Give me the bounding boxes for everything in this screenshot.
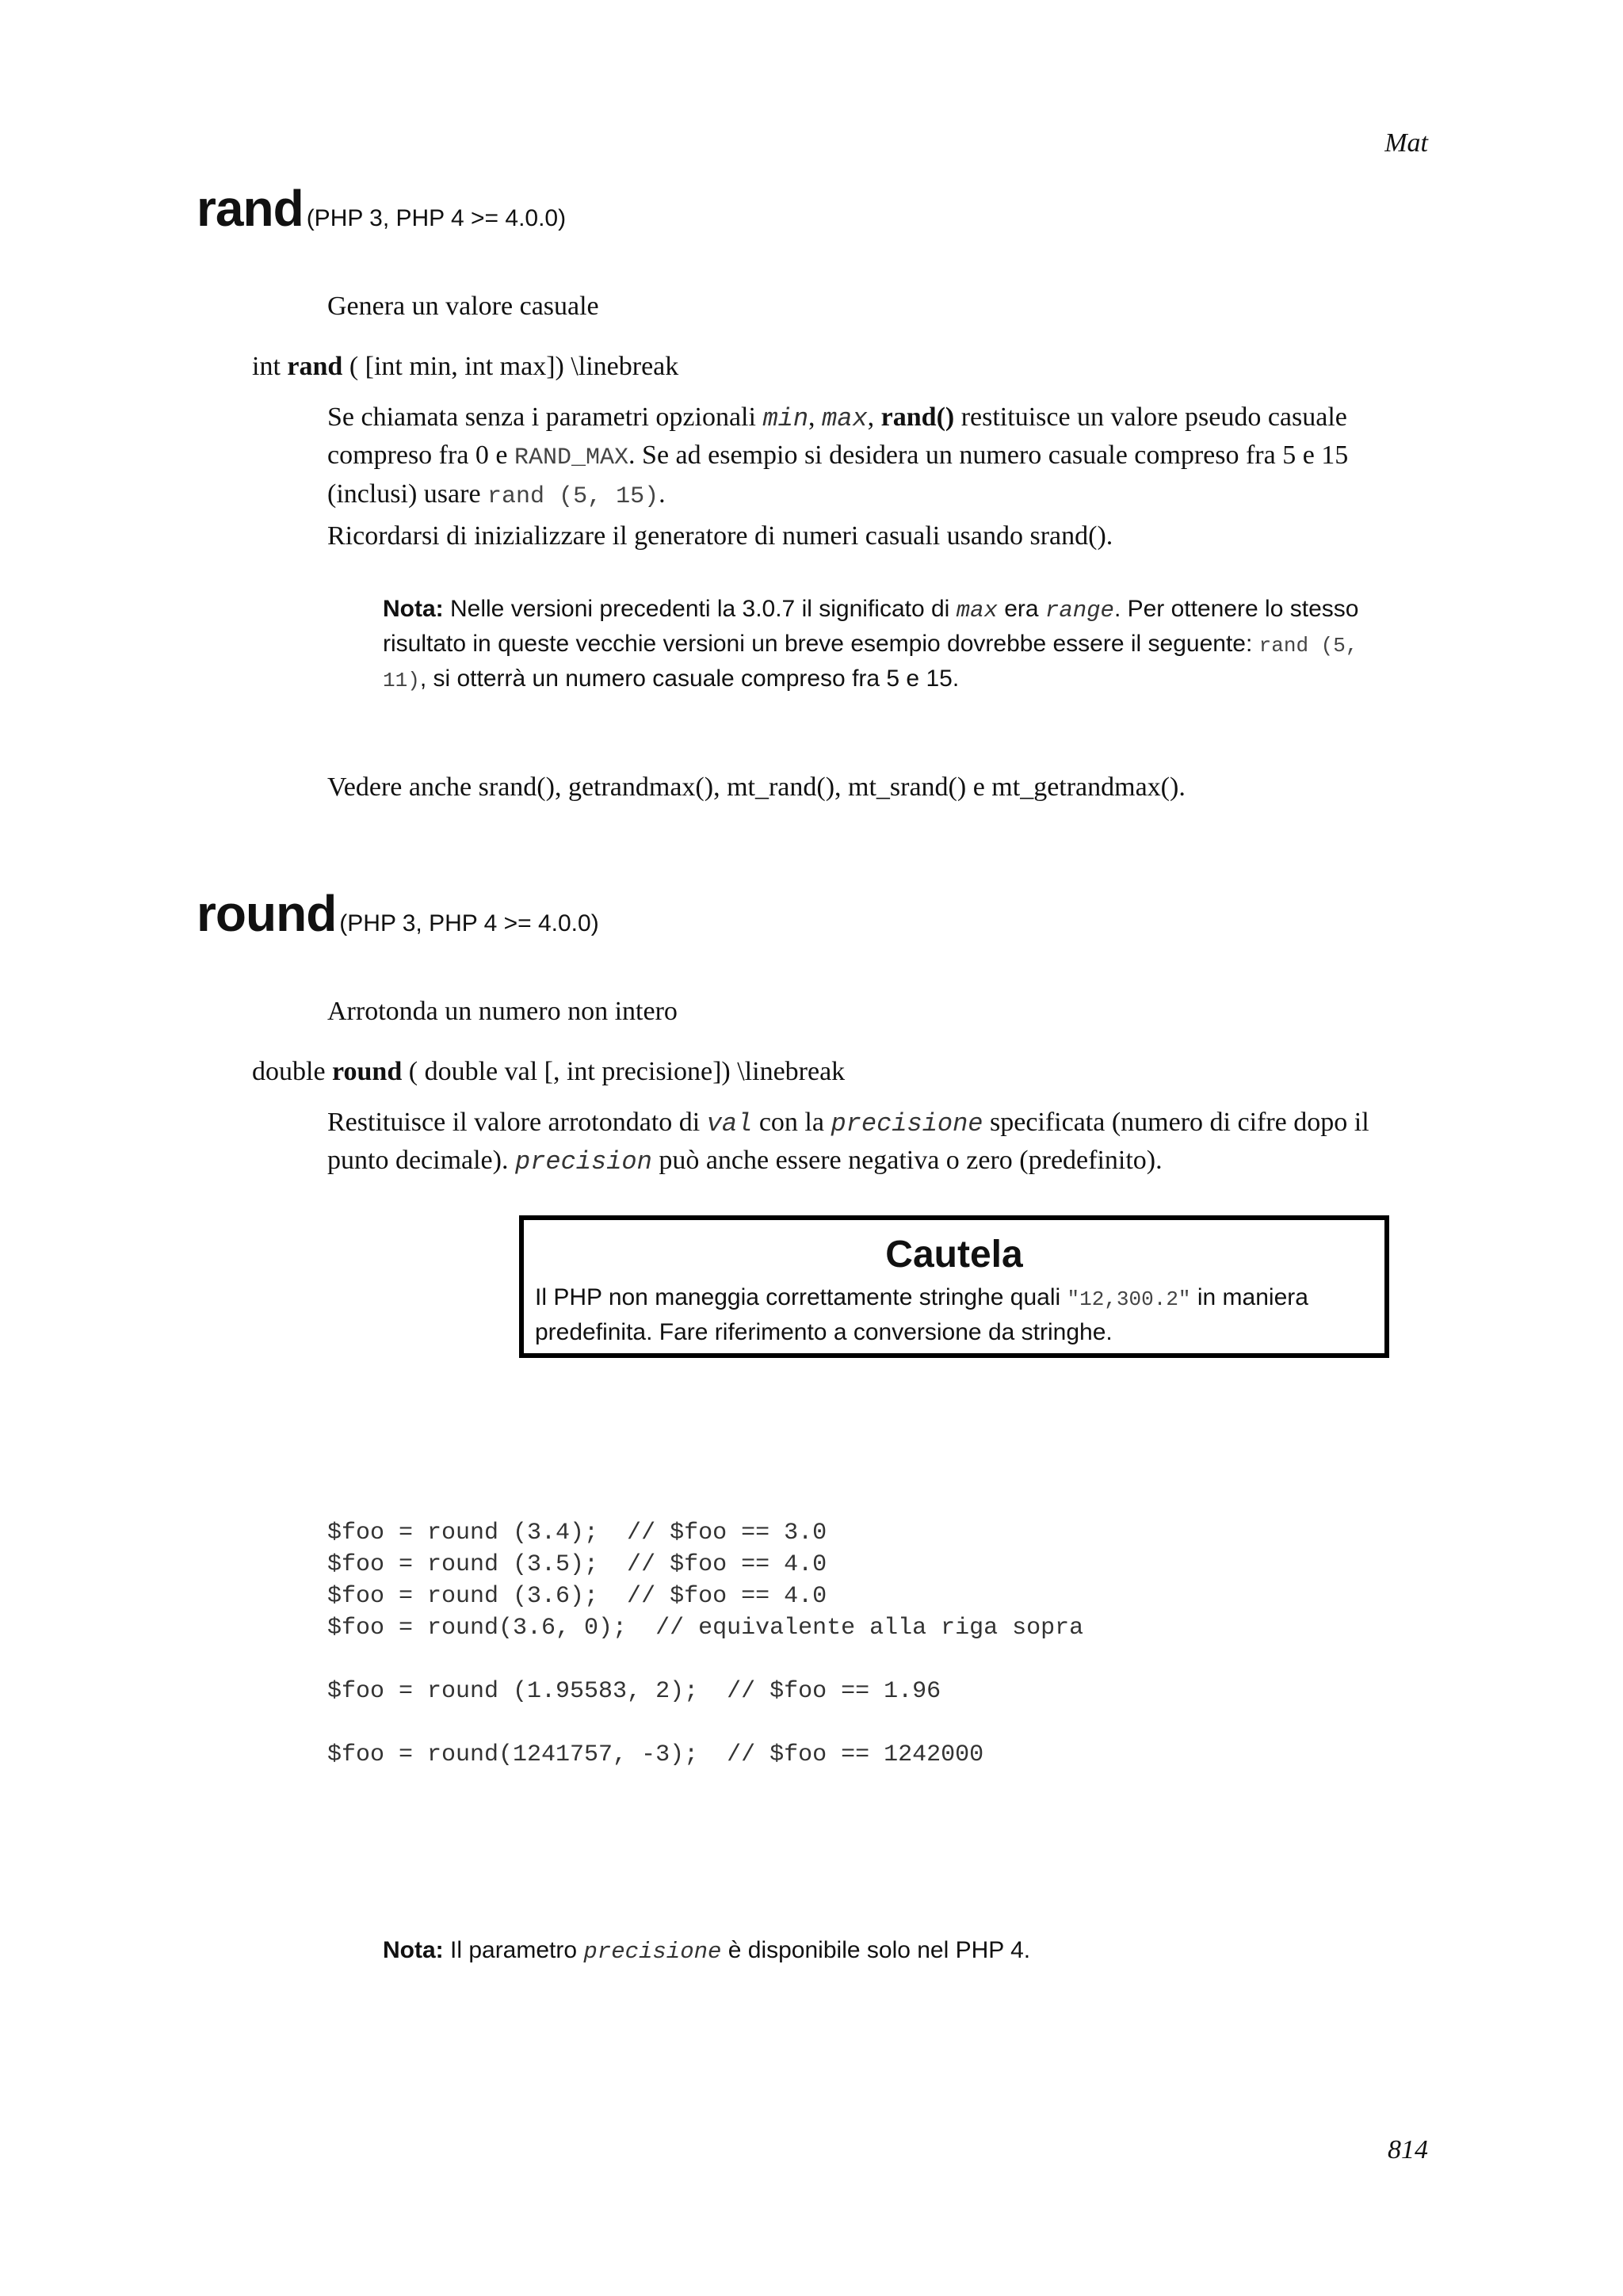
parameter-precision: precision — [514, 1147, 652, 1177]
text: è disponibile solo nel PHP 4. — [721, 1937, 1031, 1963]
text: con la — [752, 1108, 831, 1137]
text: specificata (numero di cifre dopo il punto decimale). — [327, 1108, 1369, 1175]
rand-see-also: Vedere anche srand(), getrandmax(), mt_rand(), mt_srand() e mt_getrandmax(). — [327, 772, 1186, 802]
text: . Per ottenere lo stesso risultato in queste vecchie versioni un breve esempio dovrebbe essere il seguente: — [383, 596, 1359, 657]
rand-purpose: Genera un valore casuale — [327, 292, 599, 321]
parameters: ( double val [, int precisione]) \linebreak — [408, 1057, 846, 1086]
function-version: (PHP 3, PHP 4 >= 4.0.0) — [339, 910, 599, 936]
rand-synopsis — [252, 352, 678, 382]
rand-description — [327, 399, 1405, 515]
text: Il PHP non maneggia correttamente stringhe quali — [535, 1284, 1067, 1310]
constant: RAND_MAX — [514, 444, 629, 471]
text: , si otterrà un numero casuale compreso fra 5 e 15. — [419, 666, 960, 692]
round-heading — [197, 884, 599, 943]
function-name: round — [197, 885, 337, 942]
caution-title: Cautela — [885, 1234, 1023, 1276]
function-name: rand — [287, 352, 343, 381]
parameters: ( [int min, int max]) \linebreak — [349, 352, 679, 381]
code-line: $foo = round(3.6, 0); // equivalente alla riga sopra — [327, 1615, 1084, 1642]
parameter-min: min — [762, 404, 809, 433]
text: può anche essere negativa o zero (predefinito). — [651, 1146, 1163, 1175]
note-label: Nota: — [383, 1937, 444, 1963]
text: , — [867, 402, 881, 432]
return-type: int — [252, 352, 281, 381]
parameter-val: val — [706, 1109, 753, 1138]
function-name: rand — [197, 180, 304, 237]
code-line: $foo = round(1241757, -3); // $foo == 1242000 — [327, 1741, 984, 1768]
code-line: $foo = round (1.95583, 2); // $foo == 1.96 — [327, 1678, 941, 1705]
text: . Se ad esempio si desidera un numero casuale compreso fra 5 e 15 (inclusi) usare — [327, 441, 1349, 509]
text: Nelle versioni precedenti la 3.0.7 il significato di — [443, 596, 957, 622]
code-literal: rand (5, 11) — [383, 634, 1358, 692]
code-line: $foo = round (3.5); // $foo == 4.0 — [327, 1551, 827, 1578]
text: Restituisce il valore arrotondato di — [327, 1108, 707, 1137]
caution-text — [524, 1276, 1384, 1349]
round-synopsis — [252, 1057, 845, 1087]
round-description — [327, 1104, 1405, 1180]
rand-srand-reminder: Ricordarsi di inizializzare il generatore di numeri casuali usando srand(). — [327, 521, 1113, 551]
text: . — [659, 479, 666, 509]
code-literal: "12,300.2" — [1067, 1287, 1191, 1311]
code-line: $foo = round (3.4); // $foo == 3.0 — [327, 1520, 827, 1547]
note-label: Nota: — [383, 596, 444, 622]
round-note — [383, 1934, 1405, 1969]
parameter-max: max — [956, 597, 998, 624]
running-head: Mat — [1384, 128, 1428, 158]
parameter-precisione: precisione — [831, 1109, 983, 1138]
round-purpose: Arrotonda un numero non intero — [327, 997, 678, 1026]
text: in maniera predefinita. Fare riferimento a conversione da stringhe. — [535, 1284, 1308, 1345]
rand-note — [383, 593, 1405, 697]
code-literal: rand (5, 15) — [487, 483, 659, 510]
parameter-max: max — [822, 404, 868, 433]
code-example — [327, 1517, 1083, 1771]
text: , — [808, 402, 823, 432]
text: era — [997, 596, 1045, 622]
function-version: (PHP 3, PHP 4 >= 4.0.0) — [306, 205, 567, 231]
parameter-range: range — [1044, 597, 1114, 624]
caution-box — [519, 1215, 1389, 1358]
text: restituisce un valore pseudo casuale compreso fra 0 e — [327, 402, 1347, 470]
page-number: 814 — [1388, 2135, 1428, 2164]
text: Se chiamata senza i parametri opzionali — [327, 402, 763, 432]
function-ref: rand() — [880, 402, 955, 432]
return-type: double — [252, 1057, 326, 1086]
function-name: round — [332, 1057, 403, 1086]
text: Il parametro — [443, 1937, 584, 1963]
rand-heading — [197, 179, 566, 238]
code-line: $foo = round (3.6); // $foo == 4.0 — [327, 1583, 827, 1610]
parameter-precisione: precisione — [583, 1939, 722, 1965]
